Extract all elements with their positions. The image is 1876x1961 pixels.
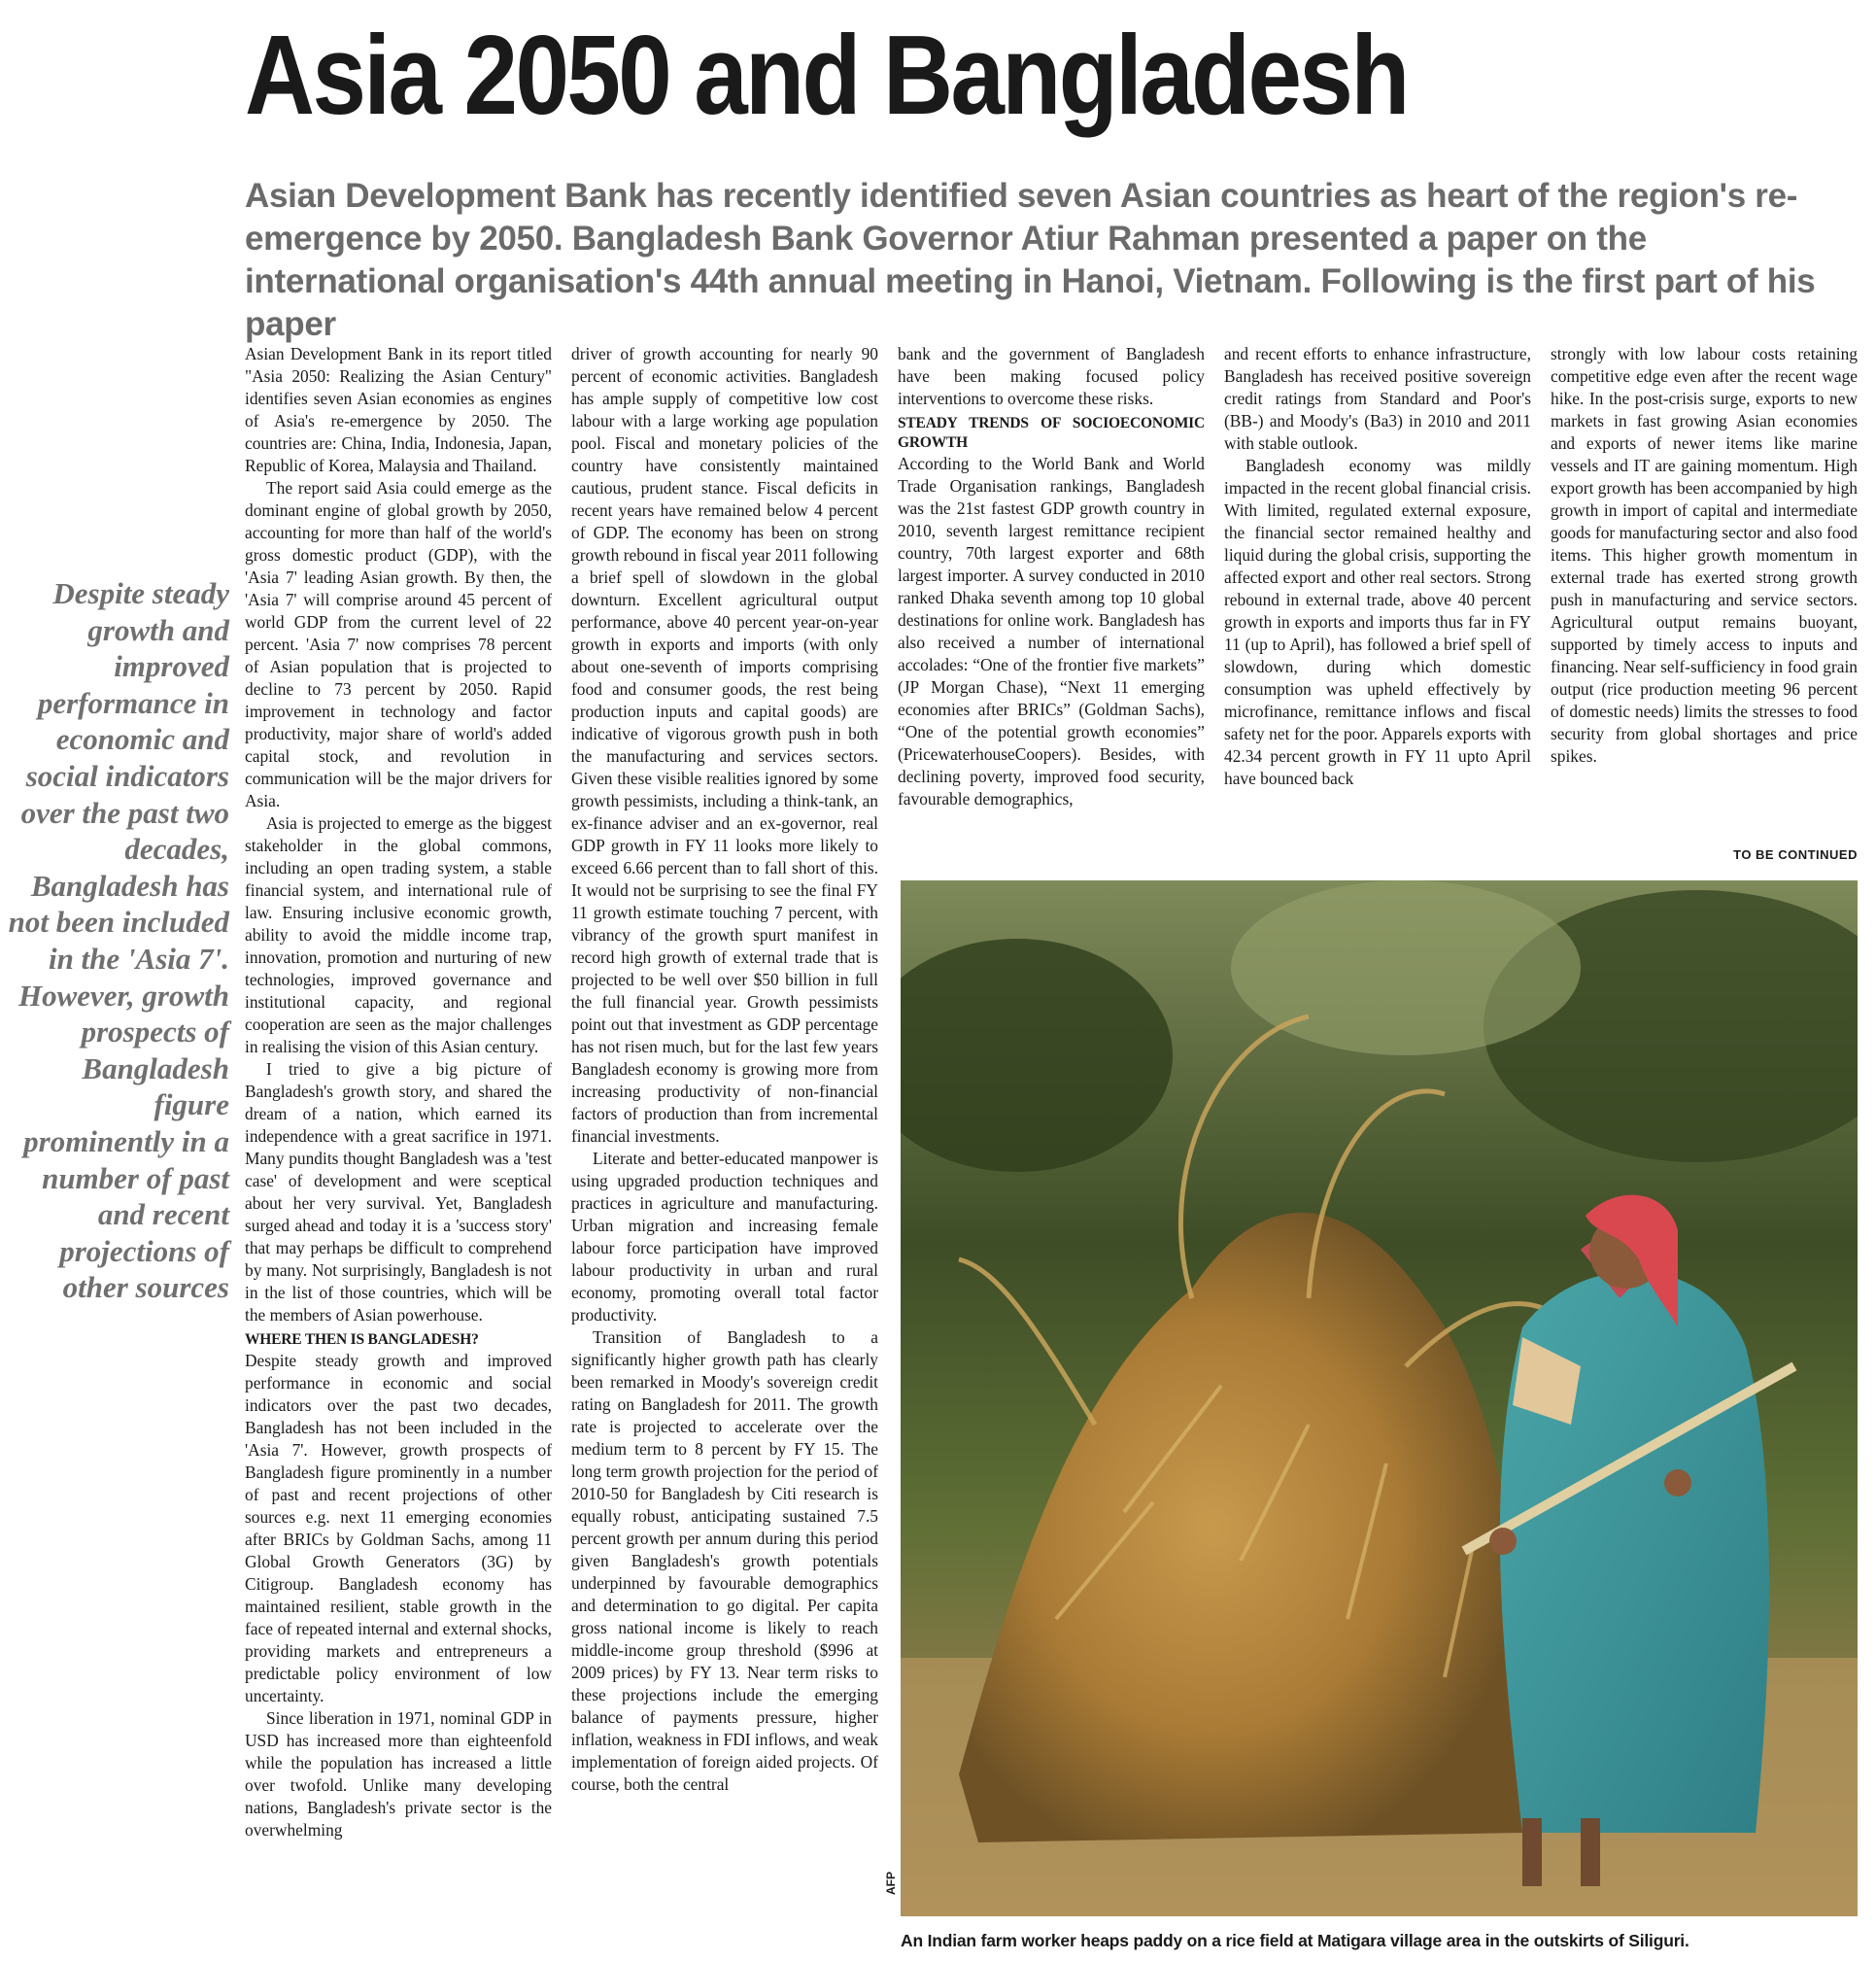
headline: Asia 2050 and Bangladesh: [245, 12, 1408, 138]
paragraph: Despite steady growth and improved performance in economic and social indicators over the past two decades, Bangladesh has not been included in the 'Asia 7'. However, growth prospects of Bangladesh figure prominently in a number of past and recent projections of other sources e.g. next 11 emerging economies after BRICs by Goldman Sachs, among 11 Global Growth Generators (3G) by Citigroup. Bangladesh economy has maintained resilient, stable growth in the face of repeated internal and external shocks, providing markets and entrepreneurs a predictable policy environment of low uncertainty.: [245, 1351, 552, 1705]
paragraph: strongly with low labour costs retaining competitive edge even after the recent wage hike. In the post-crisis surge, exports to new markets in fast growing Asian economies and exports of newer items like marine vessels and IT are gaining momentum. High export growth has been accompanied by high growth in import of capital and intermediate goods for manufacturing sector and also food items. This higher growth momentum in external trade has exerted strong growth push in manufacturing and service sectors. Agricultural output remains buoyant, supported by timely access to inputs and financing. Near self-sufficiency in food grain output (rice production meeting 96 percent of domestic needs) limits the stresses to food security from global shortages and price spikes.: [1551, 344, 1858, 766]
paragraph: Transition of Bangladesh to a significantly higher growth path has clearly been remarked in Moody's sovereign credit rating on Bangladesh for 2011. The growth rate is projected to accelerate over the medium term to 8 percent by FY 15. The long term growth projection for the period of 2010-50 for Bangladesh by Citi research is equally robust, anticipating sustained 7.5 percent growth per annum during this period given Bangladesh's growth potentials underpinned by favourable demographics and determination to go digital. Per capita gross national income is likely to reach middle-income group threshold ($996 at 2009 prices) by FY 13. Near term risks to these projections include the emerging balance of payments pressure, higher inflation, weakness in FDI inflows, and weak implementation of foreign aided projects. Of course, both the central: [571, 1327, 878, 1794]
paragraph: Bangladesh economy was mildly impacted in the recent global financial crisis. With limited, regulated external exposure, the financial sector remained healthy and liquid during the global crisis, supporting the affected export and other real sectors. Strong rebound in external trade, above 40 percent growth in exports and imports thus far in FY 11 (up to April), has followed a brief spell of slowdown, during which domestic consumption was upheld effectively by microfinance, remittance inflows and fiscal safety net for the poor. Apparels exports with 42.34 percent growth in FY 11 upto April have bounced back: [1224, 456, 1531, 788]
paragraph: Literate and better-educated manpower is using upgraded production techniques and practices in agriculture and manufacturing. Urban migration and increasing female labour force participation have improved labour productivity in urban and rural economy, promoting overall total factor productivity.: [571, 1149, 878, 1325]
photo-caption: An Indian farm worker heaps paddy on a rice field at Matigara village area in the outskirts of Siliguri.: [901, 1931, 1689, 1950]
article-column-5: [1551, 343, 1858, 768]
article-column-4: [1224, 343, 1531, 790]
subheading: STEADY TRENDS OF SOCIOECONOMIC GROWTH: [898, 415, 1205, 451]
subheading: WHERE THEN IS BANGLADESH?: [245, 1331, 479, 1348]
paragraph: Asia is projected to emerge as the biggest stakeholder in the global commons, including an open trading system, a stable financial system, and international rule of law. Ensuring inclusive economic growth, ability to avoid the middle income trap, innovation, promotion and nurturing of new technologies, improved governance and institutional capacity, and regional cooperation are seen as the major challenges in realising the vision of this Asian century.: [245, 813, 552, 1056]
paragraph: bank and the government of Bangladesh have been making focused policy interventions to overcome these risks.: [898, 344, 1205, 408]
farm-worker-photo-illustration: [901, 880, 1858, 1916]
article-column-3: [898, 343, 1205, 810]
news-photo: [901, 880, 1858, 1916]
paragraph: Since liberation in 1971, nominal GDP in USD has increased more than eighteenfold while the population has increased a little over twofold. Unlike many developing nations, Bangladesh's private sector is the overwhelming: [245, 1708, 552, 1840]
to-be-continued-label: TO BE CONTINUED: [1733, 847, 1858, 862]
photo-credit: AFP: [884, 1872, 898, 1895]
article-column-2: [571, 343, 878, 1796]
pull-quote: Despite steady growth and improved performance in economic and social indicators over the past two decades, Bangladesh has not been included in the 'Asia 7'. However, growth prospects of Bangladesh figure prominently in a number of past and recent projections of other sources: [8, 576, 229, 1305]
deck: Asian Development Bank has recently identified seven Asian countries as heart of the region's re-emergence by 2050. Bangladesh Bank Governor Atiur Rahman presented a paper on the international organisation's 44th annual meeting in Hanoi, Vietnam. Following is the first part of his paper: [245, 177, 1816, 343]
paragraph: According to the World Bank and World Trade Organisation rankings, Bangladesh was the 21st fastest GDP growth country in 2010, seventh largest remittance recipient country, 70th largest exporter and 68th largest importer. A survey conducted in 2010 ranked Dhaka seventh among top 10 global destinations for online work. Bangladesh has also received a number of international accolades: “One of the frontier five markets” (JP Morgan Chase), “Next 11 emerging economies after BRICs” (Goldman Sachs), “One of the potential growth economies” (PricewaterhouseCoopers). Besides, with declining poverty, improved food security, favourable demographics,: [898, 454, 1205, 808]
paragraph: driver of growth accounting for nearly 90 percent of economic activities. Bangladesh has ample supply of competitive low cost labour with a large working age population pool. Fiscal and monetary policies of the country have consistently maintained cautious, prudent stance. Fiscal deficits in recent years have remained below 4 percent of GDP. The economy has been on strong growth rebound in fiscal year 2011 following a brief spell of slowdown in the global downturn. Excellent agricultural output performance, above 40 percent year-on-year growth in exports and imports (with only about one-seventh of imports comprising food and consumer goods, the rest being production inputs and capital goods) are indicative of vigorous growth push in both the manufacturing and services sectors. Given these visible realities ignored by some growth pessimists, including a think-tank, an ex-finance adviser and an ex-governor, real GDP growth in FY 11 looks more likely to exceed 6.66 percent than to fall short of this. It would not be surprising to see the final FY 11 growth estimate touching 7 percent, with vibrancy of the growth spurt manifest in record high growth of external trade that is projected to be well over $50 billion in full the full financial year. Growth pessimists point out that investment as GDP percentage has not risen much, but for the last few years Bangladesh economy is growing more from increasing productivity of non-financial factors of production than from incremental financial investments.: [571, 344, 878, 1146]
paragraph: Asian Development Bank in its report titled "Asia 2050: Realizing the Asian Century" identifies seven Asian economies as engines of Asia's re-emergence by 2050. The countries are: China, India, Indonesia, Japan, Republic of Korea, Malaysia and Thailand.: [245, 344, 552, 475]
paragraph: The report said Asia could emerge as the dominant engine of global growth by 2050, accounting for more than half of the world's gross domestic product (GDP), with the 'Asia 7' leading Asian growth. By then, the 'Asia 7' will comprise around 45 percent of world GDP from the current level of 22 percent. 'Asia 7' now comprises 78 percent of Asian population that is projected to decline to 73 percent by 2050. Rapid improvement in technology and factor productivity, major share of world's added capital stock, and revolution in communication will be the major drivers for Asia.: [245, 478, 552, 810]
article-column-1: [245, 343, 552, 1841]
paragraph: and recent efforts to enhance infrastructure, Bangladesh has received positive sovereign credit ratings from Standard and Poor's (BB-) and Moody's (Ba3) in 2010 and 2011 with stable outlook.: [1224, 344, 1531, 453]
paragraph: I tried to give a big picture of Bangladesh's growth story, and shared the dream of a nation, which earned its independence with a great sacrifice in 1971. Many pundits thought Bangladesh was a 'test case' of development and were sceptical about her very survival. Yet, Bangladesh surged ahead and today it is a 'success story' that may perhaps be difficult to comprehend by many. Not surprisingly, Bangladesh is not in the list of those countries, which will be the members of Asian powerhouse.: [245, 1059, 552, 1325]
